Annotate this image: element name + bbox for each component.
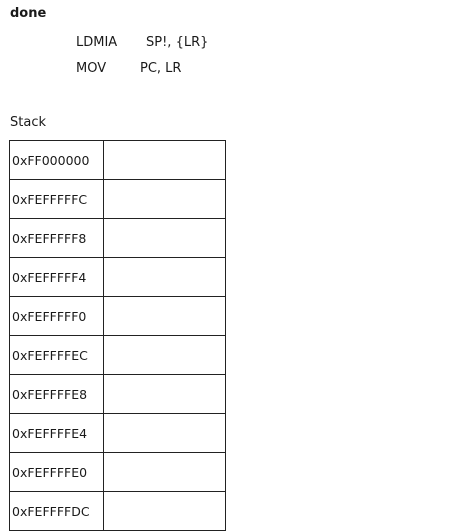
stack-value-cell[interactable]	[104, 453, 226, 492]
stack-address: 0xFEFFFFFC	[10, 180, 104, 219]
stack-address: 0xFEFFFFF4	[10, 258, 104, 297]
stack-row	[10, 180, 226, 219]
stack-value-cell[interactable]	[104, 375, 226, 414]
stack-value-cell[interactable]	[104, 219, 226, 258]
instruction-operands: PC, LR	[140, 61, 182, 76]
stack-table	[9, 140, 226, 531]
stack-row	[10, 258, 226, 297]
stack-row	[10, 453, 226, 492]
stack-value-cell[interactable]	[104, 141, 226, 180]
stack-row	[10, 336, 226, 375]
stack-address: 0xFEFFFFF0	[10, 297, 104, 336]
stack-row	[10, 141, 226, 180]
stack-value-cell[interactable]	[104, 414, 226, 453]
instruction-mnemonic: LDMIA	[76, 35, 118, 50]
stack-address: 0xFEFFFFE4	[10, 414, 104, 453]
stack-address: 0xFF000000	[10, 141, 104, 180]
stack-value-cell[interactable]	[104, 297, 226, 336]
instruction-operands: SP!, {LR}	[146, 35, 209, 50]
stack-value-cell[interactable]	[104, 258, 226, 297]
stack-title: Stack	[10, 115, 46, 130]
stack-row	[10, 414, 226, 453]
code-label: done	[10, 6, 47, 21]
stack-address: 0xFEFFFFDC	[10, 492, 104, 531]
stack-row	[10, 375, 226, 414]
stack-value-cell[interactable]	[104, 336, 226, 375]
stack-address: 0xFEFFFFE8	[10, 375, 104, 414]
stack-row	[10, 219, 226, 258]
instruction-mnemonic: MOV	[76, 61, 107, 76]
stack-address: 0xFEFFFFF8	[10, 219, 104, 258]
stack-value-cell[interactable]	[104, 180, 226, 219]
stack-row	[10, 297, 226, 336]
stack-address: 0xFEFFFFE0	[10, 453, 104, 492]
stack-address: 0xFEFFFFEC	[10, 336, 104, 375]
